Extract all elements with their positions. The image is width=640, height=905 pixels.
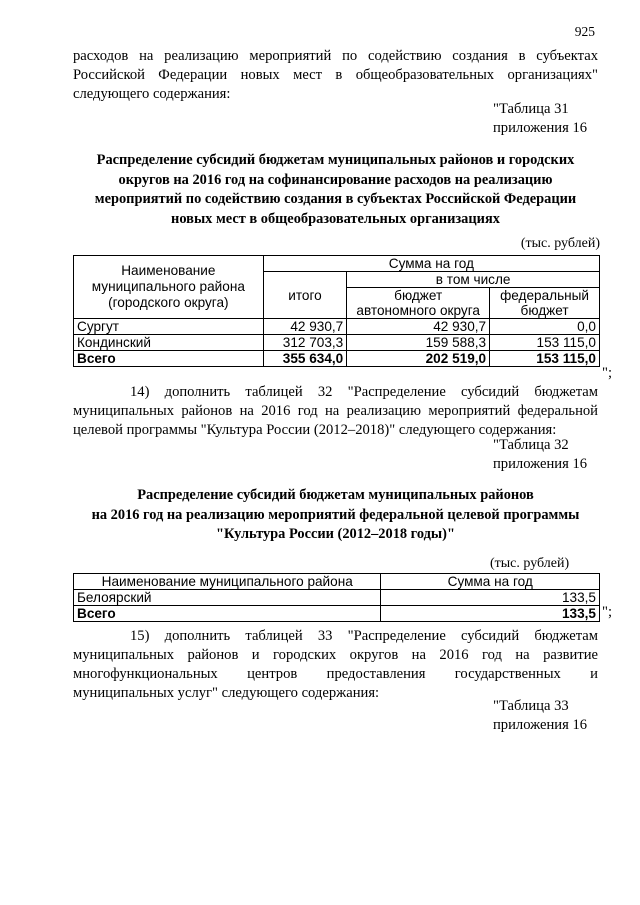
cell-total: 355 634,0 [263, 351, 347, 367]
title-line: новых мест в общеобразовательных организациях [171, 210, 500, 227]
table-ref-line: приложения 16 [493, 717, 588, 733]
text-line: следующего содержания: [73, 86, 231, 102]
cell-sum: 133,5 [381, 606, 600, 622]
header-budget: бюджет автономного округа [347, 288, 490, 319]
cell-ao: 42 930,7 [347, 319, 490, 335]
table-total-row [74, 351, 600, 367]
table31-unit: (тыс. рублей) [520, 236, 600, 251]
table32-unit: (тыс. рублей) [490, 556, 570, 571]
header-name: Наименование муниципального района [74, 574, 381, 590]
table31 [73, 255, 600, 367]
title-line: "Культура России (2012–2018 годы)" [216, 526, 455, 542]
table-row [74, 335, 600, 351]
table-ref-line: приложения 16 [493, 120, 588, 136]
text-line: Российской Федерации новых мест в общеобразовательных организациях" [73, 67, 598, 83]
paragraph-14 [73, 383, 598, 440]
title-line: округов на 2016 год на софинансирование расходов на реализацию [118, 171, 553, 188]
table32 [73, 573, 600, 622]
title-line: Распределение субсидий бюджетам муниципальных районов и городских [96, 152, 575, 168]
text-line: муниципальных услуг" следующего содержания: [73, 685, 380, 701]
cell-fed: 0,0 [490, 319, 600, 335]
cell-total: 312 703,3 [263, 335, 347, 351]
cell-fed: 153 115,0 [490, 351, 600, 367]
cell-sum: 133,5 [381, 590, 600, 606]
table32-title [73, 486, 598, 545]
text-line: расходов на реализацию мероприятий по содействию создания в субъектах [73, 48, 598, 64]
table-ref-line: "Таблица 31 [493, 101, 569, 117]
title-line: на 2016 год на реализацию мероприятий федеральной целевой программы [91, 506, 580, 523]
table31-title [73, 151, 598, 229]
cell-name: Белоярский [74, 590, 381, 606]
title-line: мероприятий по содействию создания в субъектах Российской Федерации [94, 191, 577, 207]
table-row [74, 590, 600, 606]
table-ref-line: "Таблица 33 [493, 698, 569, 714]
page-number: 925 [574, 24, 595, 39]
header-incl: в том числе [347, 272, 600, 288]
cell-fed: 153 115,0 [490, 335, 600, 351]
cell-ao: 159 588,3 [347, 335, 490, 351]
text-line: 14) дополнить таблицей 32 "Распределение субсидий бюджетам [130, 384, 598, 400]
table-ref-line: "Таблица 32 [493, 437, 569, 453]
header-name: Наименование муниципального района (городского округа) [74, 256, 264, 319]
text-line: многофункциональных центров предоставления государственных и [73, 666, 598, 682]
table31-reference [493, 100, 587, 138]
paragraph-15 [73, 627, 598, 703]
text-line: муниципальных районов на 2016 год на реализацию мероприятий федеральной [73, 403, 598, 419]
text-line: 15) дополнить таблицей 33 "Распределение субсидий бюджетам [130, 628, 598, 644]
title-line: Распределение субсидий бюджетам муниципальных районов [137, 487, 534, 503]
cell-name: Кондинский [74, 335, 264, 351]
cell-total: 42 930,7 [263, 319, 347, 335]
table-row [74, 319, 600, 335]
cell-name: Всего [74, 351, 264, 367]
table32-reference [493, 436, 587, 474]
header-total: итого [263, 272, 347, 319]
cell-name: Всего [74, 606, 381, 622]
table33-reference [493, 697, 587, 735]
cell-name: Сургут [74, 319, 264, 335]
cell-ao: 202 519,0 [347, 351, 490, 367]
table32-closing-quote: "; [602, 604, 613, 620]
header-sum: Сумма на год [263, 256, 599, 272]
table-ref-line: приложения 16 [493, 456, 588, 472]
text-line: муниципальных районов и городских округов на 2016 год на развитие [73, 647, 598, 663]
header-sum: Сумма на год [381, 574, 600, 590]
table31-closing-quote: "; [602, 365, 613, 381]
header-federal: федеральный бюджет [490, 288, 600, 319]
text-line: целевой программы "Культура России (2012–2018)" следующего содержания: [73, 422, 557, 438]
intro-paragraph [73, 47, 598, 104]
table-total-row [74, 606, 600, 622]
